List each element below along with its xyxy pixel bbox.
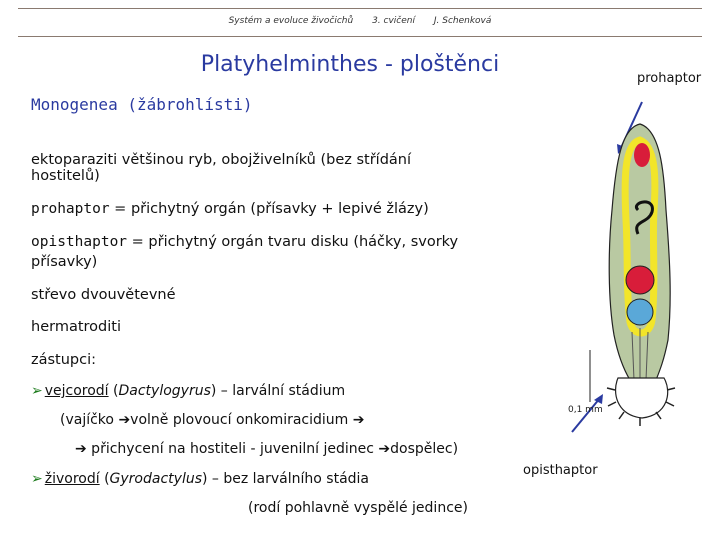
opisthaptor-term: opisthaptor	[31, 234, 128, 250]
oviparous-genus: Dactylogyrus	[118, 383, 211, 399]
header-course: Systém a evoluce živočichů	[228, 16, 354, 26]
prohaptor-term: prohaptor	[31, 201, 110, 217]
text-oviparous-detail-2	[75, 441, 458, 458]
arrow-right-icon: ➔	[352, 412, 365, 428]
arrow-right-icon: ➔	[378, 441, 391, 457]
egg-detail-2a: přichycení na hostiteli - juvenilní jedinec	[86, 441, 379, 457]
oviparous-name: vejcorodí	[44, 383, 109, 399]
viviparous-genus: Gyrodactylus	[109, 471, 202, 487]
egg-detail-2b: dospělec)	[390, 441, 459, 457]
opisthaptor-definition: = přichytný orgán tvaru disku (háčky, svorky	[127, 234, 459, 250]
red-gonad	[626, 266, 654, 294]
monogenea-illustration	[560, 100, 710, 480]
page-subtitle: Monogenea (žábrohlísti)	[31, 95, 253, 114]
viviparous-rest: – bez larválního stádia	[207, 471, 370, 487]
text-ecto-2: hostitelů)	[31, 168, 100, 184]
header-line-top	[18, 8, 702, 9]
text-herma: hermatroditi	[31, 319, 121, 335]
text-oviparous-detail-1	[60, 412, 364, 429]
page-title: Platyhelminthes - ploštěnci	[200, 52, 500, 77]
text-prohaptor	[31, 201, 429, 218]
header	[0, 16, 720, 26]
text-oviparous: ➢ vejcorodí (Dactylogyrus) – larvální stádium	[31, 383, 346, 399]
viviparous-name: živorodí	[44, 471, 100, 487]
label-opisthaptor: opisthaptor	[523, 463, 598, 478]
egg-detail-1b: volně plovoucí onkomiracidium	[130, 412, 353, 428]
text-gut: střevo dvouvětevné	[31, 287, 176, 303]
prohaptor-definition: = přichytný orgán (přísavky + lepivé žlázy)	[109, 201, 429, 217]
label-prohaptor: prohaptor	[637, 71, 702, 86]
header-author: J. Schenková	[433, 16, 492, 26]
anterior-organ	[634, 143, 650, 167]
text-ecto-1: ektoparaziti většinou ryb, obojživelníků (bez střídání	[31, 152, 412, 168]
text-opisthaptor-2: přísavky)	[31, 254, 98, 270]
scale-label: 0,1 mm	[568, 405, 603, 415]
text-viviparous-detail: (rodí pohlavně vyspělé jedince)	[248, 500, 468, 516]
header-exercise: 3. cvičení	[372, 16, 415, 26]
bullet-arrow-icon: ➢	[31, 383, 43, 399]
blue-ovary	[627, 299, 653, 325]
text-representatives: zástupci:	[31, 352, 97, 368]
arrow-right-icon: ➔	[75, 441, 87, 457]
arrow-right-icon: ➔	[118, 412, 131, 428]
text-opisthaptor	[31, 234, 458, 251]
oviparous-rest: – larvální stádium	[216, 383, 346, 399]
opisthaptor-pointer	[572, 398, 600, 432]
header-line-bottom	[18, 36, 702, 37]
text-viviparous: ➢ živorodí (Gyrodactylus) – bez larválního stádia	[31, 471, 370, 487]
bullet-arrow-icon: ➢	[31, 471, 43, 487]
egg-detail-1a: (vajíčko	[60, 412, 119, 428]
